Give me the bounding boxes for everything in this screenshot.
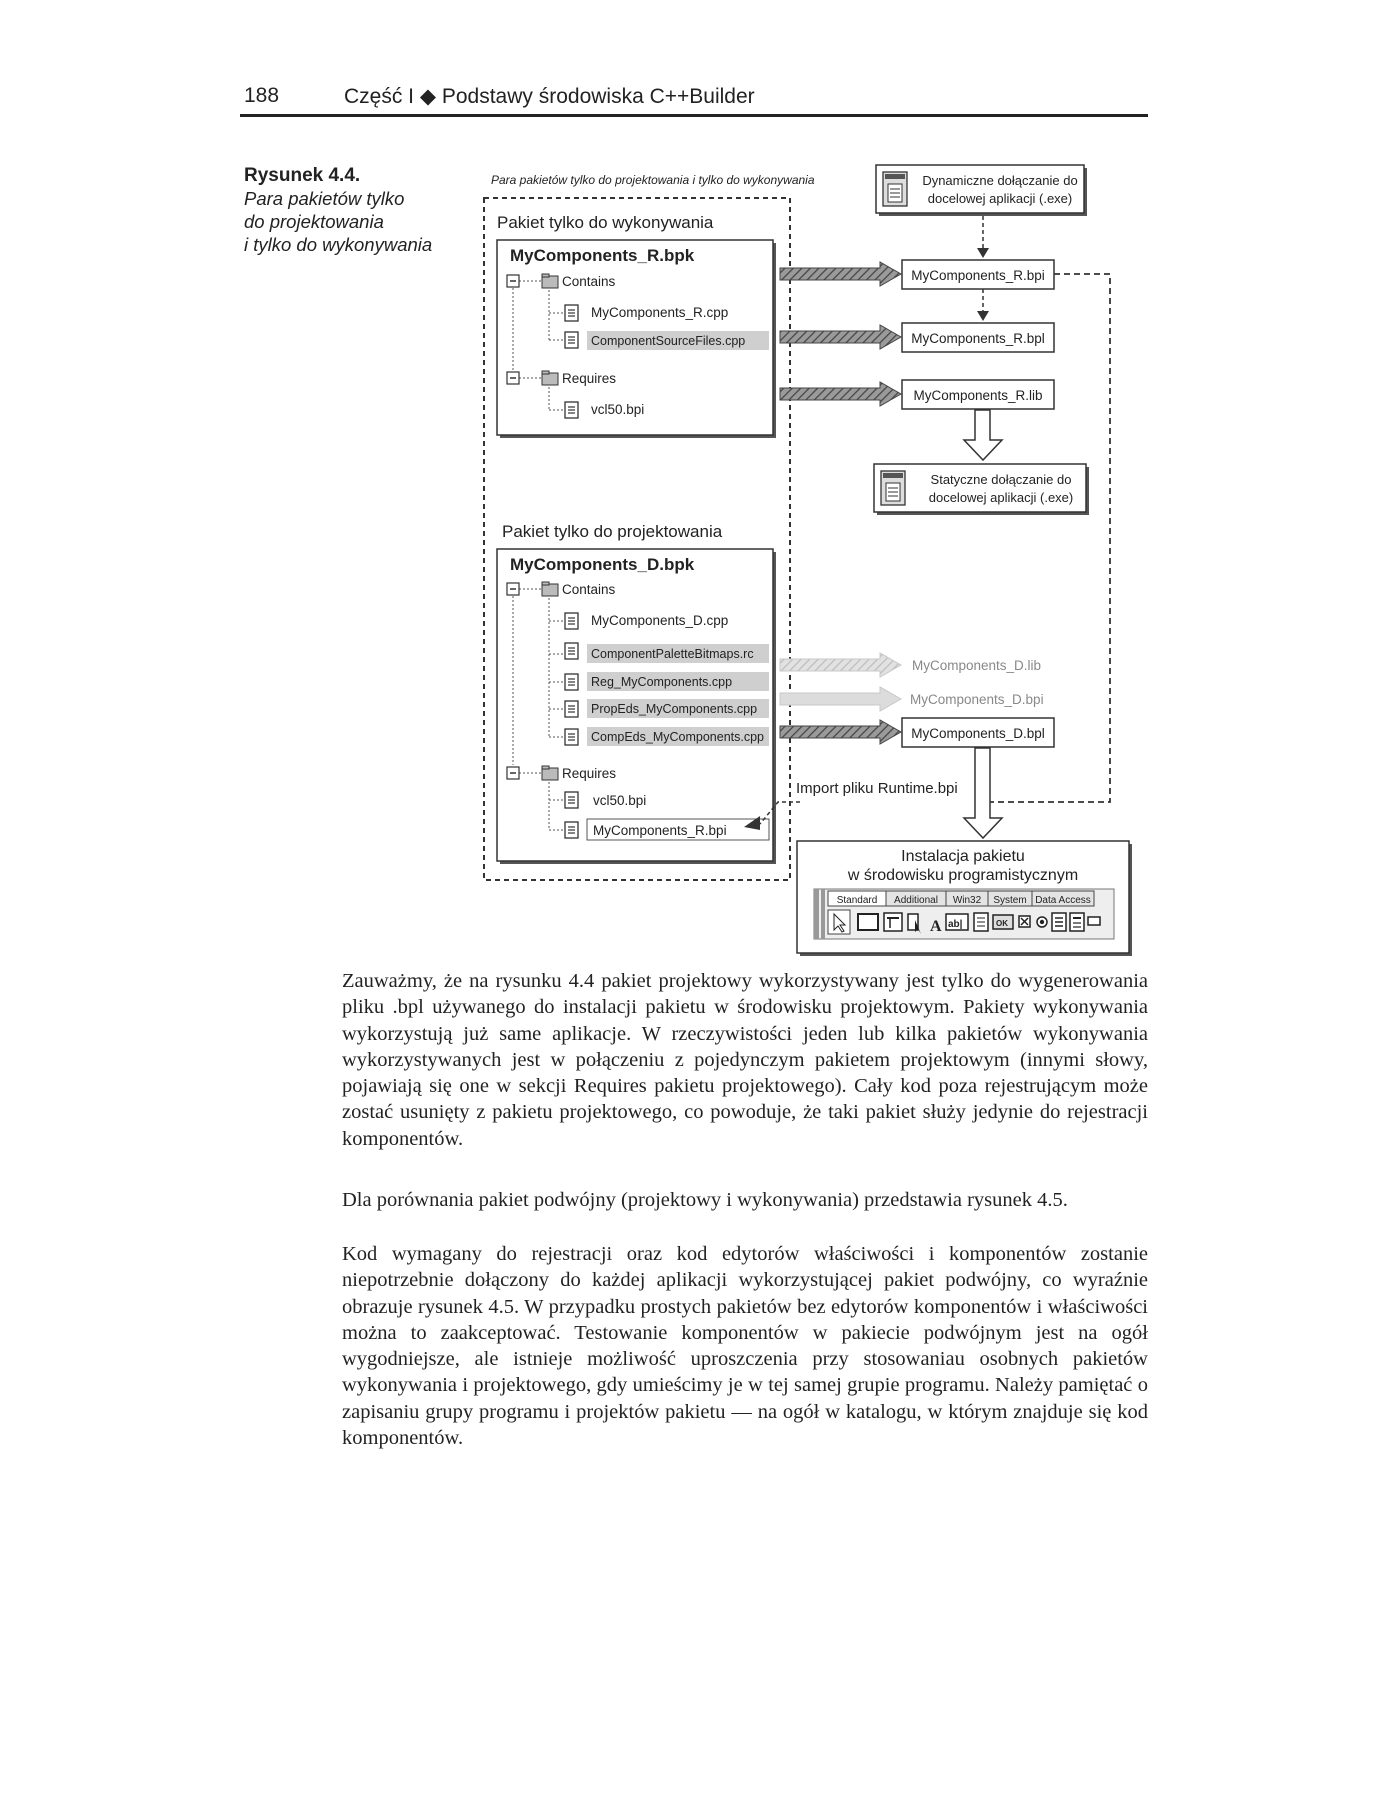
design-file-icon [565, 792, 578, 808]
figure-outer-label: Para pakietów tylko do projektowania i tylko do wykonywania [491, 173, 815, 187]
design-file-4: PropEds_MyComponents.cpp [591, 702, 758, 716]
design-package-name: MyComponents_D.bpk [510, 555, 695, 574]
palette-tab-data-access-label: Data Access [1035, 895, 1091, 906]
design-file-3: Reg_MyComponents.cpp [591, 675, 733, 689]
dynamic-link-line-1: Dynamiczne dołączanie do [922, 173, 1078, 188]
caption-number: Rysunek 4.4. [244, 165, 361, 186]
design-file-icon [565, 729, 578, 745]
design-file-icon [565, 674, 578, 690]
dynamic-link-line-2: docelowej aplikacji (.exe) [927, 191, 1073, 206]
design-requires-folder-icon [542, 766, 558, 780]
design-file-1: MyComponents_D.cpp [591, 613, 729, 628]
install-title-line-1: Instalacja pakietu [901, 848, 1025, 865]
r-bpi-label: MyComponents_R.bpi [911, 268, 1045, 283]
palette-tab-standard-label: Standard [836, 895, 878, 906]
design-contains-toggle[interactable] [507, 583, 519, 595]
caption-line-1: Para pakietów tylko [244, 188, 405, 209]
paragraph-2: Dla porównania pakiet podwójny (projektowy i wykonywania) przedstawia rysunek 4.5. [342, 1189, 1068, 1211]
design-file-icon [565, 643, 578, 659]
runtime-file-1: MyComponents_R.cpp [591, 305, 729, 320]
page-number: 188 [244, 84, 280, 107]
runtime-file-icon [565, 332, 578, 348]
d-lib-label: MyComponents_D.lib [912, 658, 1042, 673]
install-title-line-2: w środowisku programistycznym [847, 867, 1079, 884]
palette-tab-additional-label: Additional [894, 895, 938, 906]
label-icon[interactable]: A [930, 918, 942, 935]
design-file-icon [565, 613, 578, 629]
runtime-group-label: Pakiet tylko do wykonywania [497, 213, 714, 232]
design-file-icon [565, 822, 578, 838]
static-link-line-1: Statyczne dołączanie do [930, 472, 1072, 487]
design-contains-folder-icon [542, 582, 558, 596]
runtime-requires-toggle[interactable] [507, 372, 519, 384]
runtime-file-icon [565, 402, 578, 418]
palette-tab-win32-label: Win32 [952, 895, 982, 906]
svg-text:OK: OK [996, 919, 1008, 928]
design-requires-toggle[interactable] [507, 767, 519, 779]
paragraph-3: Kod wymagany do rejestracji oraz kod edytorów właściwości i komponentów zostanie niepotrzebnie dołączony do każdej aplikacji wykorzystującej pakiet podwójny, co wyraźnie obrazuje rysunek 4.5. W przypadku prostych pakietów bez edytorów komponentów i właściwości można to zaakceptować. Testowanie komponentów w pakiecie podwójnym jest na ogół wygodniejsze, ale istnieje możliwość uproszczenia przy stosowaniau osobnych pakietów wykonywania i projektowego, gdy umieścimy je w tej samej grupie programu. Należy pamiętać o zapisaniu grupy programu i projektów pakietu — na ogół w katalogu, w którym znajduje się kod komponentów. [342, 1243, 1148, 1450]
runtime-file-2: ComponentSourceFiles.cpp [591, 334, 746, 348]
runtime-contains-toggle[interactable] [507, 275, 519, 287]
arrow-to-r-lib [780, 382, 901, 406]
arrow-lib-to-static [964, 410, 1002, 460]
scrollbar-icon[interactable] [1088, 917, 1100, 925]
running-title: Część I ◆ Podstawy środowiska C++Builder [344, 85, 755, 108]
design-contains-label: Contains [562, 582, 616, 597]
svg-text:ab|: ab| [948, 919, 963, 930]
arrow-to-r-bpi [780, 262, 901, 286]
d-bpl-label: MyComponents_D.bpl [911, 726, 1045, 741]
caption-line-3: i tylko do wykonywania [244, 234, 433, 255]
arrow-bpl-to-install [964, 748, 1002, 838]
design-requires-file-1: vcl50.bpi [593, 793, 647, 808]
arrow-to-d-lib [780, 653, 901, 677]
runtime-requires-folder-icon [542, 371, 558, 385]
frame-icon[interactable] [858, 914, 878, 930]
arrow-to-d-bpl [780, 720, 901, 744]
combobox-icon[interactable] [1070, 913, 1084, 931]
exe-icon [881, 471, 905, 505]
r-lib-label: MyComponents_R.lib [913, 388, 1043, 403]
runtime-requires-file-1: vcl50.bpi [591, 402, 645, 417]
runtime-package-name: MyComponents_R.bpk [510, 246, 695, 265]
runtime-contains-label: Contains [562, 274, 616, 289]
caption-line-2: do projektowania [244, 211, 384, 232]
arrow-to-d-bpi [780, 687, 901, 711]
runtime-file-icon [565, 305, 578, 321]
design-file-icon [565, 701, 578, 717]
design-file-5: CompEds_MyComponents.cpp [591, 730, 764, 744]
palette-tabs [828, 891, 1094, 906]
runtime-requires-label: Requires [562, 371, 617, 386]
design-requires-file-2: MyComponents_R.bpi [593, 823, 727, 838]
arrow-to-r-bpl [780, 325, 901, 349]
import-label: Import pliku Runtime.bpi [796, 780, 958, 797]
paragraph-1: Zauważmy, że na rysunku 4.4 pakiet projektowy wykorzystywany jest tylko do wygenerowania pliku .bpl używanego do instalacji pakietu w środowisku projektowym. Pakiety wykonywania wykorzystują już same aplikacje. W rzeczywistości jeden lub kilka pakietów wykonywania wykorzystywanych jest w połączeniu z pojedynczym pakietem projektowym (innymi słowy, pojawiają się one w sekcji Requires pakietu projektowego). Cały kod poza rejestrującym może zostać usunięty z pakietu projektowego, co powoduje, że taki pakiet służy jedynie do rejestracji komponentów. [342, 970, 1148, 1150]
design-file-2: ComponentPaletteBitmaps.rc [591, 647, 754, 661]
static-link-line-2: docelowej aplikacji (.exe) [928, 490, 1074, 505]
runtime-contains-folder-icon [542, 274, 558, 288]
palette-tab-system-label: System [993, 895, 1027, 906]
d-bpi-label: MyComponents_D.bpi [910, 692, 1044, 707]
mainmenu-icon[interactable] [884, 913, 902, 931]
r-bpl-label: MyComponents_R.bpl [911, 331, 1045, 346]
design-group-label: Pakiet tylko do projektowania [502, 522, 723, 541]
design-requires-label: Requires [562, 766, 617, 781]
exe-icon [883, 172, 907, 206]
